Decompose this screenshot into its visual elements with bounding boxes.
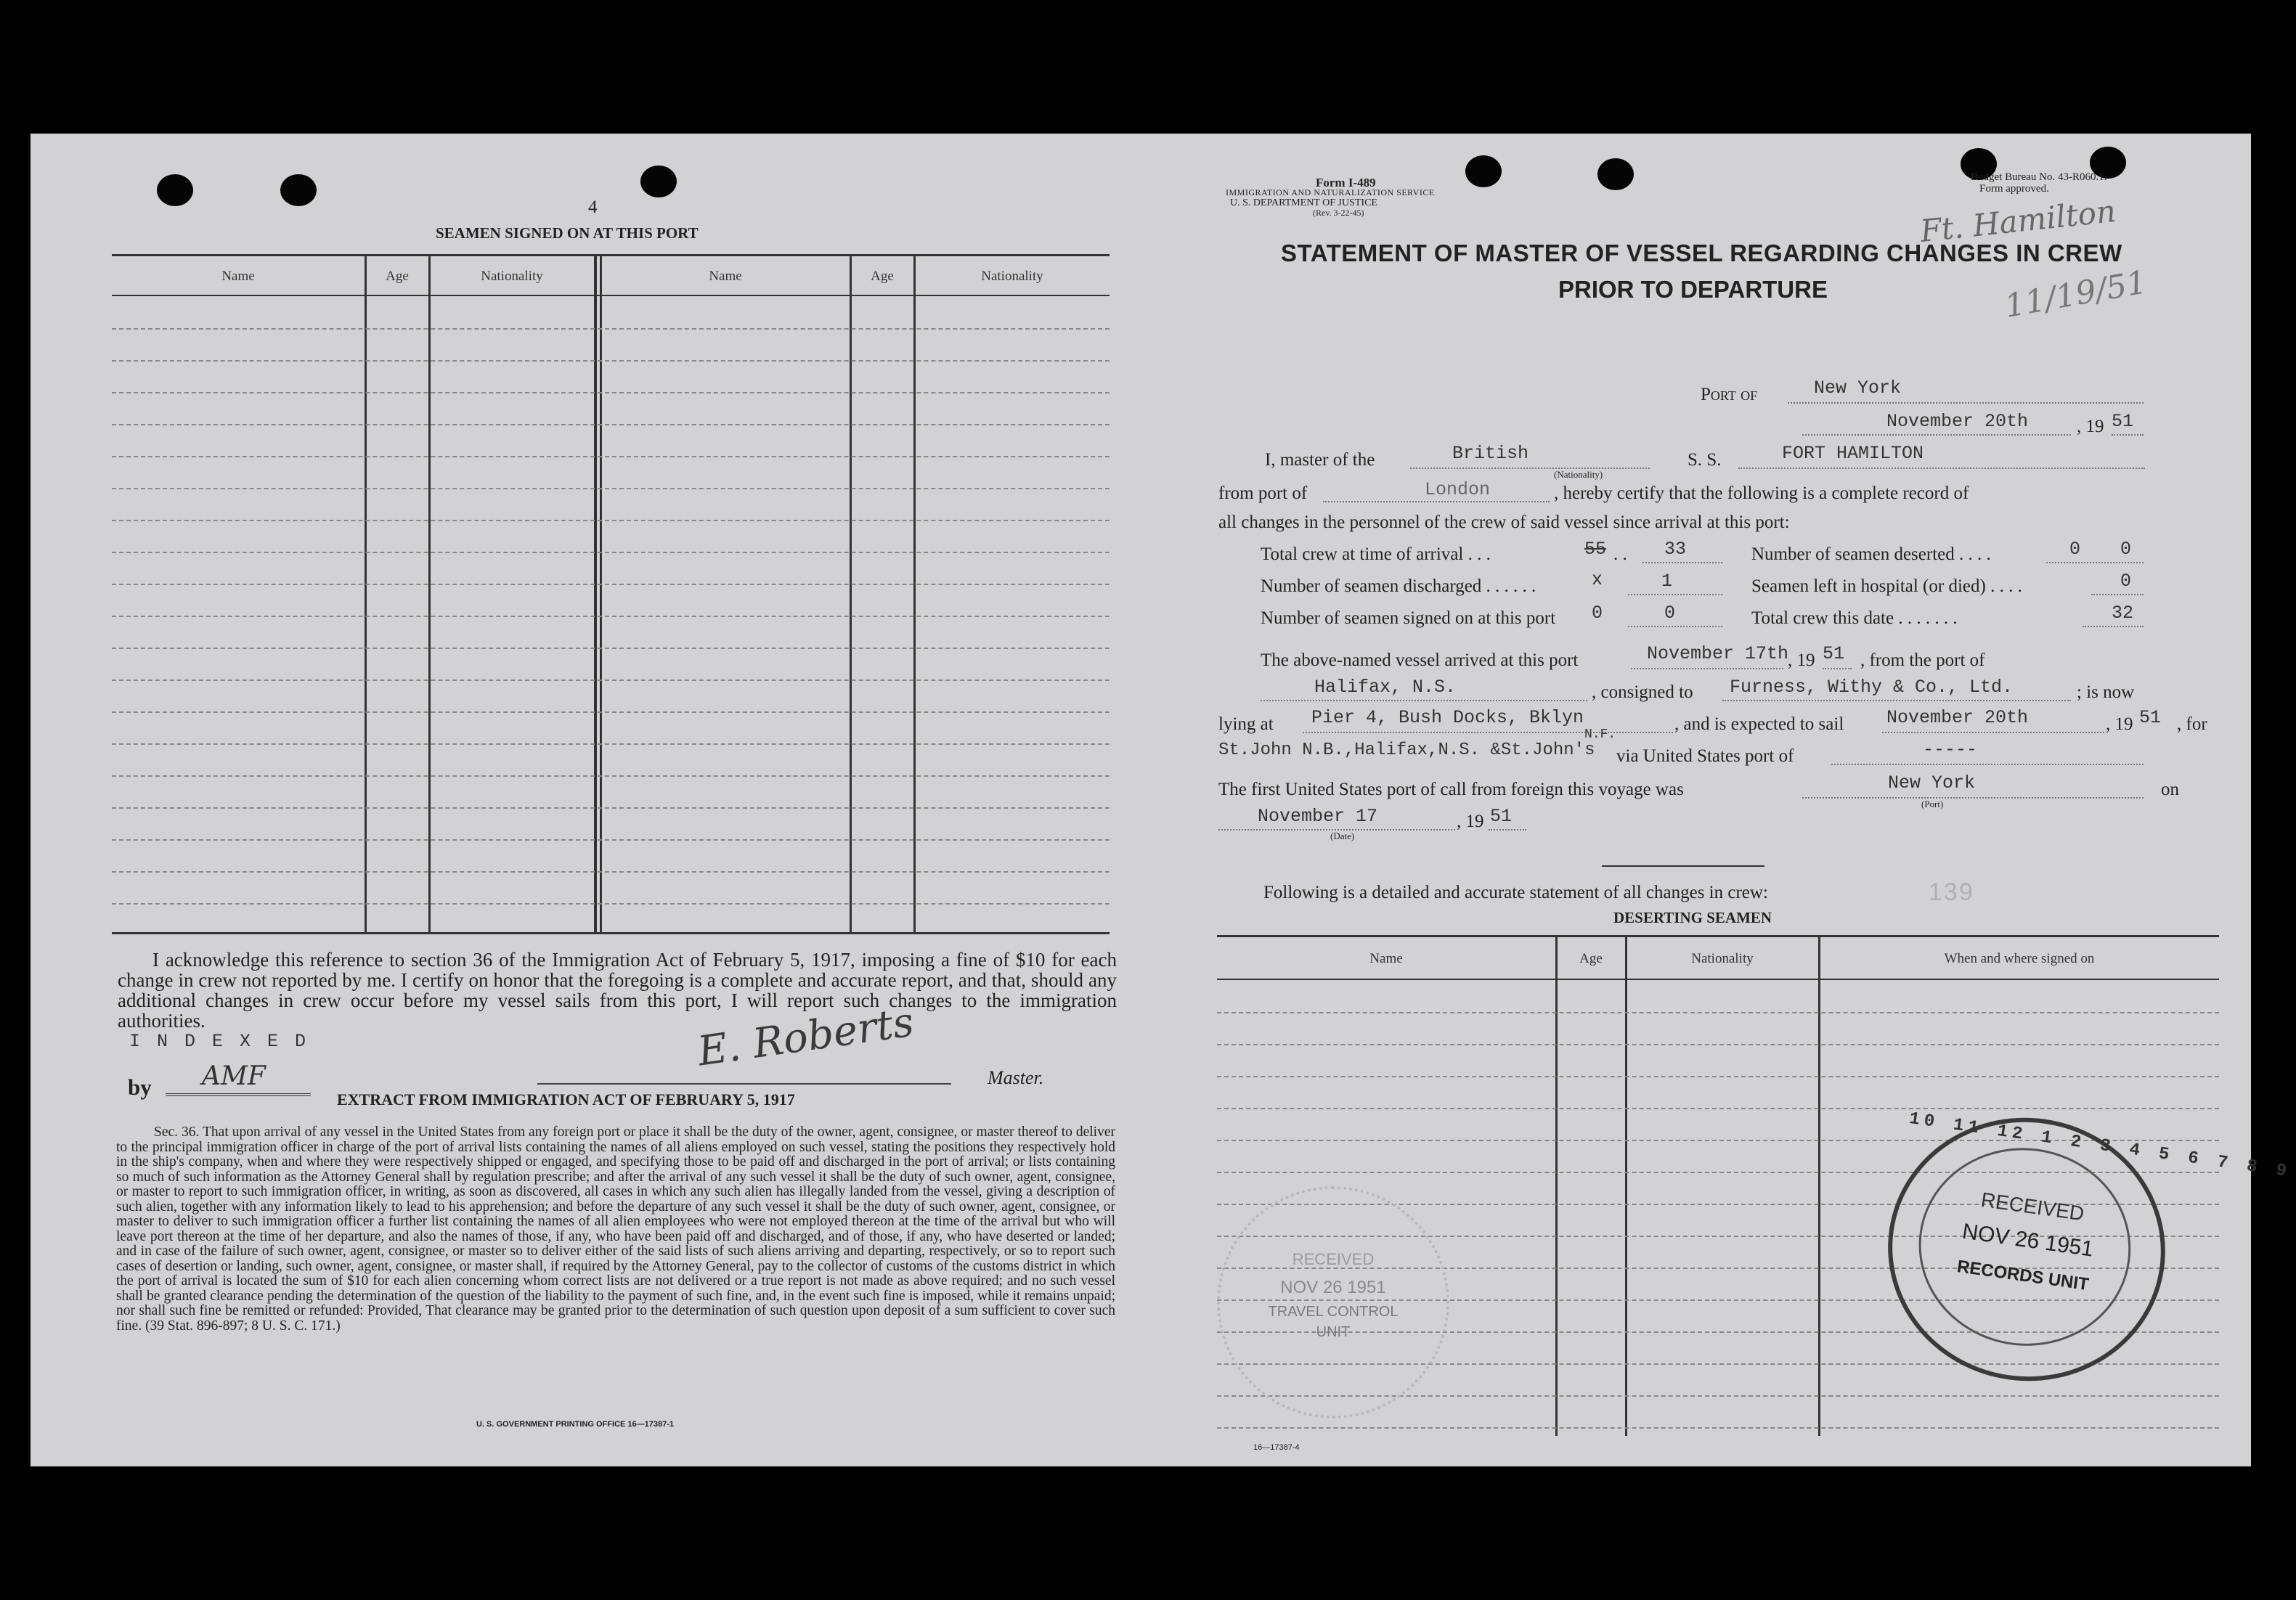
total-crew-arrival-value: 33 [1664, 539, 1687, 560]
separator-rule [1602, 865, 1764, 867]
from-the-port-label: , from the port of [1860, 650, 1985, 670]
deserting-header-signed-on: When and where signed on [1944, 951, 2095, 966]
records-stamp-ring: 10 11 12 1 2 3 4 5 6 7 8 9 [1908, 1109, 2292, 1183]
agency-line-1: IMMIGRATION AND NATURALIZATION SERVICE [1226, 187, 1435, 197]
nationality-caption: (Nationality) [1554, 469, 1603, 480]
report-year-prefix: , 19 [2077, 417, 2104, 436]
master-label: Master. [988, 1067, 1044, 1088]
nationality-value: British [1452, 443, 1529, 464]
on-label: on [2161, 780, 2179, 799]
handwritten-date: 11/19/51 [2002, 264, 2150, 325]
destination-note: N.F. [1584, 727, 1616, 742]
signed-on-value: 0 [1664, 603, 1676, 624]
deserted-value: 0 [2120, 539, 2132, 560]
deserted-value-struck: 0 [2069, 539, 2081, 560]
section-title: SEAMEN SIGNED ON AT THIS PORT [436, 224, 699, 242]
travel-stamp-unit-line: TRAVEL CONTROL [1268, 1304, 1399, 1320]
travel-stamp-received: RECEIVED [1292, 1250, 1375, 1268]
form-title-line-1: STATEMENT OF MASTER OF VESSEL REGARDING CHANGES IN CREW [1281, 240, 2122, 266]
hospital-value: 0 [2120, 571, 2132, 592]
punch-hole [640, 166, 677, 197]
following-label: Following is a detailed and accurate statement of all changes in crew: [1263, 883, 1768, 902]
right-printer-line: 16—17387-4 [1253, 1443, 1300, 1452]
indexed-by-field [166, 1060, 311, 1096]
travel-stamp-date: NOV 26 1951 [1280, 1278, 1386, 1297]
us-port-value: ----- [1923, 739, 1978, 760]
sail-date: November 20th [1886, 707, 2029, 728]
vessel-name: FORT HAMILTON [1782, 443, 1924, 464]
signed-on-label: Number of seamen signed on at this port [1261, 608, 1556, 628]
column-header-name: Name [709, 269, 742, 284]
total-this-date-label: Total crew this date . . . . . . . [1751, 608, 1958, 628]
column-header-nationality: Nationality [481, 269, 543, 284]
extract-title: EXTRACT FROM IMMIGRATION ACT OF FEBRUARY 5, 1917 [337, 1090, 795, 1109]
discharged-struck: x [1592, 569, 1603, 590]
ss-label: S. S. [1688, 450, 1722, 470]
master-signature: E. Roberts [694, 998, 917, 1076]
stamped-number: 139 [1929, 878, 1974, 906]
report-date: November 20th [1886, 411, 2029, 432]
budget-bureau-number: Budget Bureau No. 43-R060.1. [1971, 171, 2107, 183]
left-printer-line: U. S. GOVERNMENT PRINTING OFFICE 16—17387-1 [476, 1420, 675, 1429]
all-changes-text: all changes in the personnel of the crew of said vessel since arrival at this port: [1218, 513, 1790, 532]
travel-control-stamp [1217, 1186, 1449, 1419]
acknowledgement-text: I acknowledge this reference to section 36 of the Immigration Act of February 5, 1917, imposing a fine of $10 for each change in crew not reported by me. I certify on honor that the foregoing is a complete and accurate report, and that, should any additional changes in crew occur before my vessel sails from this port, I will report such changes to the immigration authorities. [118, 949, 1117, 1032]
total-crew-arrival-label: Total crew at time of arrival . . . [1261, 544, 1491, 564]
arrived-date: November 17th [1647, 643, 1789, 664]
consignee: Furness, Withy & Co., Ltd. [1730, 677, 2014, 698]
is-now-label: ; is now [2077, 682, 2135, 702]
lying-at-label: lying at [1218, 714, 1274, 734]
agency-line-2: U. S. DEPARTMENT OF JUSTICE [1230, 197, 1377, 208]
total-crew-arrival-struck: 55 [1584, 539, 1607, 560]
expected-label: , and is expected to sail [1674, 714, 1844, 734]
date-caption: (Date) [1330, 830, 1355, 841]
total-this-date-value: 32 [2112, 603, 2134, 624]
handwritten-ship-name: Ft. Hamilton [1918, 193, 2118, 249]
punch-hole [157, 174, 193, 206]
deserting-header-nationality: Nationality [1691, 951, 1754, 966]
arrived-year-prefix: , 19 [1788, 650, 1815, 670]
form-approved: Form approved. [1979, 183, 2049, 195]
form-number: Form I-489 [1316, 176, 1376, 189]
column-header-age: Age [386, 269, 409, 284]
records-stamp-date: NOV 26 1951 [1961, 1219, 2096, 1262]
destination: St.John N.B.,Halifax,N.S. &St.John's [1218, 740, 1595, 760]
signed-on-struck: 0 [1592, 603, 1603, 624]
revision: (Rev. 3-22-45) [1313, 208, 1364, 218]
first-port-year: 51 [1490, 806, 1513, 827]
records-unit-stamp [1871, 1100, 2292, 1399]
records-stamp-unit: RECORDS UNIT [1955, 1257, 2091, 1295]
section-36-text: Sec. 36. That upon arrival of any vessel in the United States from any foreign port or place it shall be the duty of the owner, agent, consignee, or master thereof to deliver to the principal immigration officer in charge of the port of arrival lists containing the names of all aliens employed on such vessel, stating the positions they respectively hold in the ship's company, when and where they were respectively shipped or engaged, and specifying those to be paid off and discharged in the port of arrival; or lists containing so much of such information as the Attorney General shall by regulation prescribe; and after the arrival of any such vessel it shall be the duty of such owner, agent, consignee, or master to report to such immigration officer, in writing, as soon as discovered, all cases in which any such alien has illegally landed from the vessel, giving a description of such alien, together with any information likely to lead to his apprehension; and before the departure of any such vessel it shall be the duty of such owner, agent, consignee, or master to deliver to such immigration officer a further list containing the names of all alien employees who were not employed thereon at the time of the arrival but who will leave port thereon at the time of her departure, and also the names of those, if any, who have been paid off and discharged, and of those, if any, who have deserted or landed; and in case of the failure of such owner, agent, consignee, or master so to deliver either of the said lists of such aliens arriving and departing, respectively, or so to report such cases of desertion or landing, such owner, agent, consignee, or master shall, if required by the Attorney General, pay to the collector of customs of the customs district in which the port of arrival is located the sum of $10 for each alien concerning whom correct lists are not delivered or a true report is not made as above required; and no such vessel shall be granted clearance pending the determination of the question of the liability to the payment of such fine, and, in the event such fine is imposed, while it remains unpaid; nor shall such fine be remitted or refunded: Provided, That clearance may be granted prior to the determination of such question upon deposit of a sum sufficient to cover such fine. (39 Stat. 896-897; 8 U. S. C. 171.) [116, 1125, 1115, 1334]
travel-stamp-unit: UNIT [1316, 1324, 1351, 1340]
master-of-the-label: I, master of the [1265, 450, 1375, 470]
column-header-nationality: Nationality [981, 269, 1043, 284]
by-label: by [128, 1074, 152, 1100]
port-of-value: New York [1814, 377, 1902, 399]
port-caption: (Port) [1921, 799, 1944, 809]
punch-hole [1597, 158, 1634, 190]
from-port-value: London [1425, 479, 1491, 500]
records-stamp-received: RECEIVED [1979, 1188, 2086, 1225]
lying-at-value: Pier 4, Bush Docks, Bklyn [1311, 707, 1584, 728]
document-paper: 4 SEAMEN SIGNED ON AT THIS PORT Name Age Nationality Name Age Nationality I acknowledge this reference to section 36 of the Immigration Act of February 5, 1917, imposing a fine of $10 for each change in crew not reported by me. I certify on honor that the foregoing is a complete and accurate report, and that, should any additional changes in crew occur before my vessel sails from this port, I will report such changes to the immigration authorities. I N D E X E D by AMF E. Roberts Master. EXTRACT FROM IMMIGRATION ACT OF FEBRUARY 5, 1917 Sec. 36. That upon arrival of any vessel in the United States from any foreign port or place it shall be the duty of the owner, agent, consignee, or master thereof to deliver to the principal immigration officer in charge of the port of arrival lists containing the names of all aliens employed on such vessel, stating the positions they respectively hold in the ship's company, when and where they were respectively shipped or engaged, and specifying those to be paid off and discharged in the port of arrival; or lists containing so much of such information as the Attorney General shall by regulation prescribe; and after the arrival of any such vessel it shall be the duty of such owner, agent, consignee, or master to report to such immigration officer, in writing, as soon as discovered, all cases in which any such alien has illegally landed from the vessel, giving a description of such alien, together with any information likely to lead to his apprehension; and before the departure of any such vessel it shall be the duty of such owner, agent, consignee, or master to deliver to such immigration officer a further list containing the names of all alien employees who were not employed thereon at the time of the arrival but who will leave port thereon at the time of her departure, and also the names of those, if any, who have been paid off and discharged, and of those, if any, who have deserted or landed; and in case of the failure of such owner, agent, consignee, or master so to deliver either of the said lists of such aliens arriving and departing, respectively, or so to report such cases of desertion or landing, such owner, agent, consignee, or master shall, if required by the Attorney General, pay to the collector of customs of the customs district in which the port of arrival is located the sum of $10 for each alien concerning whom correct lists are not delivered or a true report is not made as above required; and no such vessel shall be granted clearance pending the determination of the question of the liability to the payment of such fine, and, in the event such fine is imposed, while it remains unpaid; nor shall such fine be remitted or refunded: Provided, That clearance may be granted prior to the determination of such question upon deposit of a sum sufficient to cover such fine. (39 Stat. 896-897; 8 U. S. C. 171.) U. S. GOVERNMENT PRINTING OFFICE 16—17387-1 Form I-489 IMMIGRATION AND NATURALIZATION SERVICE U. S. DEPARTMENT OF JUSTICE (Rev. 3-22-45) Budget Bureau No. 43-R060.1. Form approved. Ft. Hamilton 11/19/51 STATEMENT OF MASTER OF VESSEL REGARDING CHANGES IN CREW PRIOR TO DEPARTURE Port of New York November 20th , 19 51 I, master of the British (Nationality) S. S. FORT HAMILTON from port of London , hereby certify that the following is a complete record of all changes in the personnel of the crew of said vessel since arrival at this port: Total crew at time of arrival . . . 55 . . 33 Number of seamen deserted . . . . 0 0 Number of seamen discharged . . . . . . x 1 Seamen left in hospital (or died) . . . . 0 Number of seamen signed on at this port 0 0 Total crew this date . . . . . . . 32 The above-named vessel arrived at this port November 17th , 19 51 , from the port of Halifax, N.S. , consigned to Furness, Withy & Co., Ltd. ; is now lying at Pier 4, Bush Docks, Bklyn , and is expected to sail November 20th , 19 51 , for N.F. St.John N.B.,Halifax,N.S. &St.John's via United States port of ----- The first United States port of call from foreign this voyage was New York (Port) on November 17 (Date) , 19 51 Following is a detailed and accurate statement of all changes in crew: 139 DESERTING SEAMEN Name Age Nationality When and where signed on RECEIVED NOV 26 1951 TRAVEL CONTROL UNIT 10 11 12 1 2 3 4 5 6 7 8 9 RECEIVED NOV 26 1951 RECORDS UNIT 16—17387-4 [30, 134, 2251, 1466]
column-header-name: Name [221, 269, 255, 284]
report-year: 51 [2112, 411, 2134, 432]
consigned-label: , consigned to [1592, 682, 1693, 702]
port-of-label: Port of [1701, 385, 1758, 404]
page-number: 4 [588, 197, 598, 217]
deserting-header-age: Age [1579, 951, 1603, 966]
origin-port: Halifax, N.S. [1314, 677, 1457, 698]
deserting-seamen-title: DESERTING SEAMEN [1613, 909, 1772, 926]
sail-year-prefix: , 19 [2106, 714, 2133, 734]
from-port-label: from port of [1218, 483, 1308, 503]
first-port-label: The first United States port of call from foreign this voyage was [1218, 780, 1684, 799]
arrived-year: 51 [1823, 643, 1845, 664]
indexed-initials: AMF [202, 1061, 266, 1091]
discharged-value: 1 [1661, 571, 1673, 592]
form-title-line-2: PRIOR TO DEPARTURE [1558, 276, 1828, 303]
discharged-label: Number of seamen discharged . . . . . . [1261, 576, 1536, 596]
sail-year: 51 [2139, 707, 2162, 728]
us-port-label: via United States port of [1613, 746, 1794, 767]
column-header-age: Age [871, 269, 894, 284]
deserting-header-name: Name [1369, 951, 1403, 966]
first-port-date: November 17 [1258, 806, 1378, 827]
certify-text: , hereby certify that the following is a complete record of [1554, 483, 1969, 503]
for-label: , for [2177, 714, 2207, 734]
indexed-label: I N D E X E D [129, 1031, 309, 1052]
first-port-value: New York [1888, 772, 1976, 793]
punch-hole [280, 174, 317, 206]
hospital-label: Seamen left in hospital (or died) . . . . [1751, 576, 2022, 596]
first-port-year-prefix: , 19 [1457, 812, 1484, 831]
deserted-label: Number of seamen deserted . . . . [1751, 544, 1991, 564]
arrived-label: The above-named vessel arrived at this port [1261, 650, 1579, 670]
punch-hole [1465, 155, 1502, 187]
